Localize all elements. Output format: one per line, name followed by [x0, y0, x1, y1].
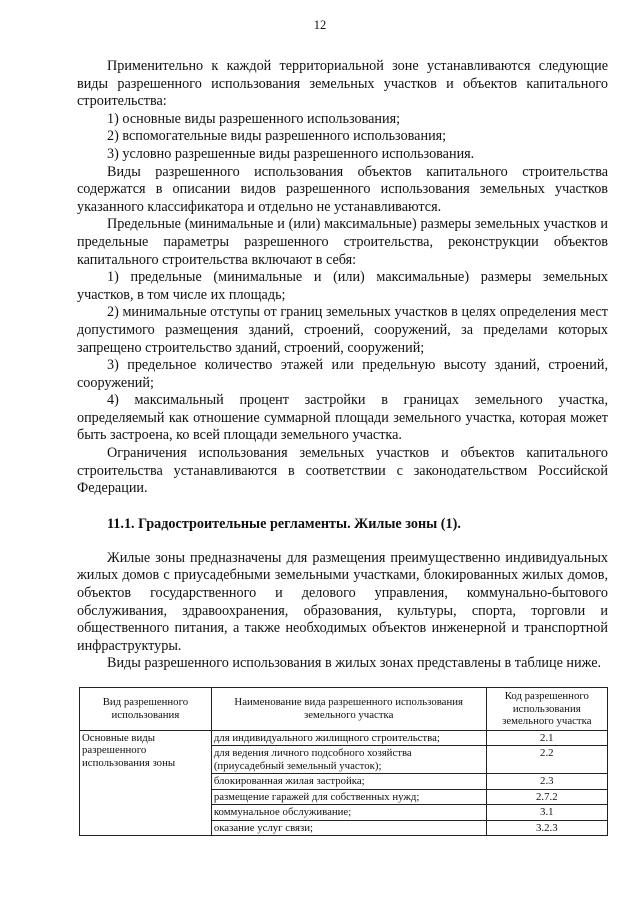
paragraph: Виды разрешенного использования в жилых зонах представлены в таблице ниже. — [107, 655, 602, 672]
section-heading: 11.1. Градостроительные регламенты. Жилые зоны (1). — [107, 515, 461, 532]
paragraph: 2) вспомогательные виды разрешенного использования; — [107, 128, 447, 145]
section-paragraphs — [77, 550, 608, 673]
paragraph: 2) минимальные отступы от границ земельных участков в целях определения мест допустимого размещения зданий, строений, сооружений, за пределами которых запрещено строительство зданий, строений, сооружений; — [77, 304, 608, 356]
use-name-cell: для индивидуального жилищного строительства; — [211, 730, 486, 746]
use-code-cell: 3.2.3 — [486, 820, 607, 836]
paragraph: Виды разрешенного использования объектов капитального строительства содержатся в описании видов разрешенного использования земельных участков указанного классификатора и отдельно не устанавливаются. — [77, 163, 608, 215]
document-body — [77, 58, 608, 673]
paragraph: Жилые зоны предназначены для размещения преимущественно индивидуальных жилых домов с приусадебными земельными участками, блокированных жилых домов, объектов государственного и делового управления, коммунально-бытового обслуживания, здравоохранения, образования, культуры, спорта, торговли и общественного питания, а также необходимых объектов инженерной и транспортной инфраструктуры. — [77, 549, 608, 654]
table-header-row — [80, 688, 608, 731]
paragraph: Применительно к каждой территориальной зоне устанавливаются следующие виды разрешенного использования земельных участков и объектов капитального строительства: — [77, 58, 608, 110]
paragraph: 4) максимальный процент застройки в границах земельного участка, определяемый как отношение суммарной площади земельного участка, которая может быть застроена, ко всей площади земельного участка. — [77, 392, 608, 444]
use-name-cell: размещение гаражей для собственных нужд; — [211, 789, 486, 805]
use-name-cell: коммунальное обслуживание; — [211, 805, 486, 821]
header-use-code: Код разрешенного использования земельного участка — [486, 688, 607, 731]
intro-paragraphs — [77, 58, 608, 498]
paragraph: 1) основные виды разрешенного использования; — [107, 110, 401, 127]
use-code-cell: 3.1 — [486, 805, 607, 821]
use-name-cell: блокированная жилая застройка; — [211, 774, 486, 790]
land-use-table — [79, 687, 608, 836]
page-number: 12 — [313, 18, 327, 32]
use-code-cell: 2.2 — [486, 746, 607, 774]
paragraph: 1) предельные (минимальные и (или) максимальные) размеры земельных участков, в том числе их площадь; — [77, 269, 608, 303]
use-code-cell: 2.3 — [486, 774, 607, 790]
header-use-name: Наименование вида разрешенного использования земельного участка — [211, 688, 486, 731]
table-row — [80, 730, 608, 746]
use-name-cell: оказание услуг связи; — [211, 820, 486, 836]
group-label-cell: Основные виды разрешенного использования зоны — [80, 730, 212, 836]
paragraph: 3) предельное количество этажей или предельную высоту зданий, строений, сооружений; — [77, 357, 608, 391]
paragraph: 3) условно разрешенные виды разрешенного использования. — [107, 145, 475, 162]
use-name-cell: для ведения личного подсобного хозяйства (приусадебный земельный участок); — [211, 746, 486, 774]
use-code-cell: 2.1 — [486, 730, 607, 746]
use-code-cell: 2.7.2 — [486, 789, 607, 805]
paragraph: Ограничения использования земельных участков и объектов капитального строительства устанавливаются в соответствии с законодательством Российской Федерации. — [77, 445, 608, 497]
header-use-type: Вид разрешенного использования — [80, 688, 212, 731]
paragraph: Предельные (минимальные и (или) максимальные) размеры земельных участков и предельные параметры разрешенного строительства, реконструкции объектов капитального строительства включают в себя: — [77, 216, 608, 268]
